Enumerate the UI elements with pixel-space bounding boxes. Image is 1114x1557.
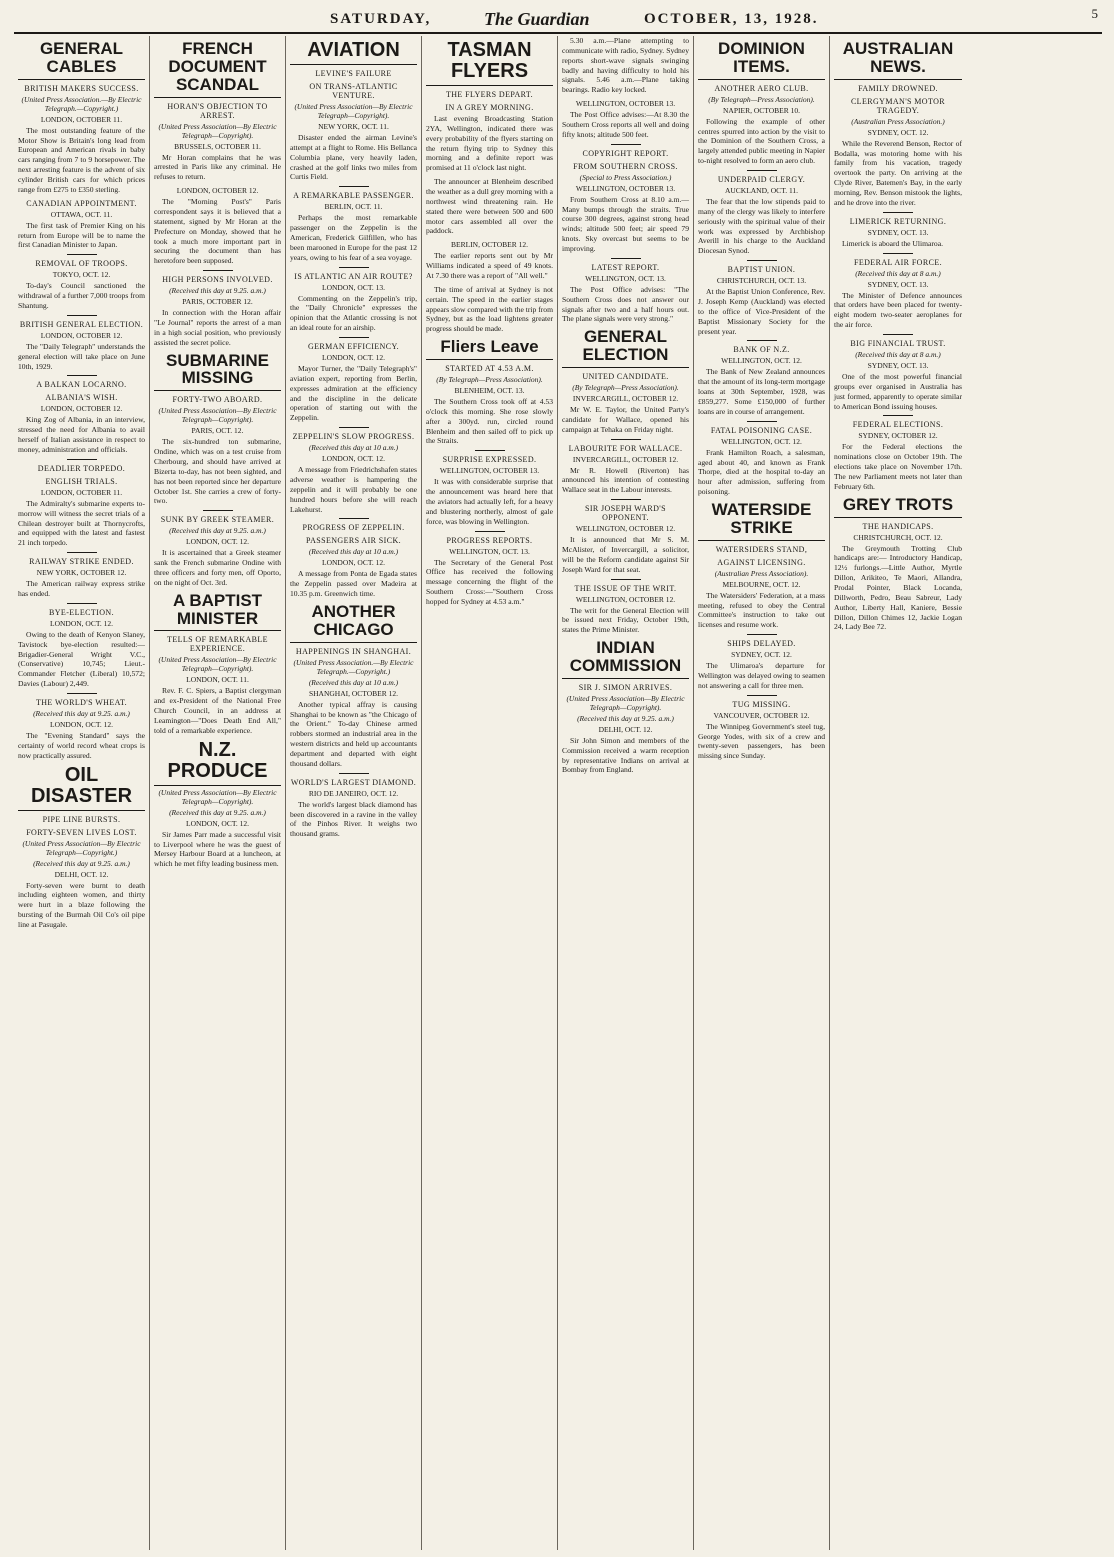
subhead: FORTY-SEVEN LIVES LOST. [26,827,137,837]
article-body: Forty-seven were burnt to death including eighteen women, and thirty were hurt in a blaze following the bursting of the Burmah Oil Co's oil pipe line at Pasugale. [18,880,145,930]
article-body: Perhaps the most remarkable passenger on the Zeppelin is the American, Frederick Gilfillen, who has been marooned in Europe for the past 12 years, owing to his fear of a sea voyage. [290,213,417,262]
subhead: REMOVAL OF TROOPS. [35,259,128,269]
subhead: GERMAN EFFICIENCY. [307,342,400,352]
subhead: ON TRANS-ATLANTIC VENTURE. [309,82,398,100]
article-body: The world's largest black diamond has been discovered in a ravine in the valley of the Pinhos River. It weighs two thousand grams. [290,799,417,839]
subhead: LEVINE'S FAILURE [315,69,392,78]
dateline: OTTAWA, OCT. 11. [50,209,113,219]
credit: (Received this day at 10 a.m.) [308,547,399,557]
dateline: INVERCARGILL, OCTOBER 12. [572,454,679,464]
subhead: TUG MISSING. [732,699,791,709]
headline: GENERAL CABLES [18,40,145,80]
dateline: SYDNEY, OCT. 13. [867,361,929,370]
subhead: LABOURITE FOR WALLACE. [568,443,683,453]
dateline: RIO DE JANEIRO, OCT. 12. [308,788,399,798]
article-body: The "Daily Telegraph" understands the general election will take place on June 10th, 1929. [18,341,145,371]
headline: INDIAN COMMISSION [562,639,689,679]
subhead: FROM SOUTHERN CROSS. [573,161,678,171]
dateline: WELLINGTON, OCT. 13. [449,546,530,556]
subhead: SIR J. SIMON ARRIVES. [578,682,673,692]
credit: (United Press Association.—By Electric Telegraph.—Copyright.) [293,657,414,676]
credit: (Australian Press Association). [714,568,809,578]
column-6 [694,36,830,1550]
divider [339,518,369,519]
divider [611,439,641,440]
dateline: LONDON, OCT. 11. [186,675,249,685]
credit: (Received this day at 10 a.m.) [308,443,399,453]
credit: (United Press Association.—By Electric Telegraph.—Copyright.) [21,94,142,113]
dateline: LONDON, OCT. 12. [50,618,113,628]
dateline: AUCKLAND, OCT. 11. [724,185,799,195]
subhead: THE FLYERS DEPART. [445,90,534,99]
subhead: ALBANIA'S WISH. [45,393,118,403]
article-body: Commenting on the Zeppelin's trip, the "Daily Chronicle" expresses the opinion that the Atlantic crossing is not an ideal route for an airship. [290,293,417,333]
divider [611,144,641,145]
article-body: Mr W. E. Taylor, the United Party's candidate for Wallace, opened his campaign at Tehaka on Friday night. [562,405,689,434]
article-body: It is announced that Mr S. M. McAlister, of Invercargill, a solicitor, will be the Reform candidate against Sir Joseph Ward for that seat. [562,535,689,574]
dateline: PARIS, OCTOBER 12. [182,297,253,307]
headline: WATERSIDE STRIKE [698,501,825,541]
divider [883,212,913,213]
dateline: LONDON, OCT. 12. [322,454,385,464]
subhead: DEADLIER TORPEDO. [37,463,126,473]
headline: DOMINION ITEMS. [698,40,825,80]
dateline: LONDON, OCT. 12. [322,353,385,363]
headline: Fliers Leave [426,338,553,360]
subhead: A BALKAN LOCARNO. [36,380,127,390]
dateline: LONDON, OCT. 13. [322,282,385,292]
subhead: PIPE LINE BURSTS. [42,814,121,824]
article-body: The time of arrival at Sydney is not certain. The speed in the earlier stages appears slow compared with the trip from Sydney, but as the load lightens greater progress should be made. [426,284,553,334]
dateline: WELLINGTON, OCTOBER 13. [575,183,676,193]
article-body: Last evening Broadcasting Station 2YA, Wellington, indicated there was every probability of the flyers starting on the return flying trip to Sydney this morning and a definite report was promised at 11 o'clock last night. [426,114,553,173]
divider [747,695,777,696]
subhead: ZEPPELIN'S SLOW PROGRESS. [292,432,415,442]
article-body: The announcer at Blenheim described the weather as a dull grey morning with a northwest wind threatening rain. He stated there were between 500 and 600 motor cars assembled all over the paddock. [426,177,553,236]
headline: TASMAN FLYERS [426,40,553,86]
divider [67,693,97,694]
article-body: A message from Friedrichshafen states adverse weather is hampering the zeppelin and it will probably be one hundred hours before she will reach Lakehurst. [290,465,417,514]
dateline: SYDNEY, OCTOBER 12. [858,431,938,441]
subhead: LIMERICK RETURNING. [849,216,947,226]
dateline: TOKYO, OCT. 12. [52,270,111,280]
dateline: WELLINGTON, OCT. 12. [721,436,802,446]
credit: (United Press Association—By Electric Telegraph—Copyright). [158,121,277,140]
article-body: Mr Horan complains that he was arrested in Paris like any criminal. He refuses to return. [154,152,281,182]
headline: N.Z. PRODUCE [154,740,281,786]
article-body: The first task of Premier King on his return from Europe will be to name the first Canadian Minister to Japan. [18,220,145,250]
subhead: BRITISH GENERAL ELECTION. [19,319,144,329]
article-body: The Bank of New Zealand announces that the amount of its long-term mortgage loans at 30th September, 1928, was £859,277. Some £150,000 of further loans are in course of arrangement. [698,367,825,416]
dateline: INVERCARGILL, OCTOBER 12. [572,394,679,404]
subhead: SUNK BY GREEK STEAMER. [160,515,275,525]
credit: (Received this day at 9.25. a.m.) [169,526,266,536]
article-body: A message from Ponta de Egada states the Zeppelin passed over Madeira at 10.35 p.m. Greenwich time. [290,569,417,599]
divider [339,186,369,187]
article-body: Frank Hamilton Roach, a salesman, aged about 40, and known as Frank Thorpe, died at the hospital to-day an hour after admission, suffering from poisoning. [698,447,825,497]
dateline: WELLINGTON, OCT. 12. [721,356,802,366]
article-body: The Southern Cross took off at 4.53 o'clock this morning. She rose slowly after a 300yd. run, circled round Blenheim and then sailed off to pick up the Straits. [426,397,553,446]
article-body: To-day's Council sanctioned the withdrawal of a further 7,000 troops from Shantung. [18,281,145,310]
column-4 [422,36,558,1550]
article-body: At the Baptist Union Conference, Rev. J. Joseph Kemp (Auckland) was elected to the office of Vice-President of the Baptist Missionary Society for the present year. [698,287,825,336]
subhead: SHIPS DELAYED. [727,639,796,649]
divider [883,415,913,416]
headline: ANOTHER CHICAGO [290,603,417,643]
masthead-date: OCTOBER, 13, 1928. [644,10,819,27]
subhead: UNITED CANDIDATE. [582,372,669,382]
column-1 [14,36,150,1550]
dateline: SYDNEY, OCT. 12. [731,650,792,660]
masthead-day: SATURDAY, [330,10,432,27]
credit: (United Press Association—By Electric Telegraph—Copyright). [158,406,277,425]
subhead: CANADIAN APPOINTMENT. [26,198,137,208]
divider [339,773,369,774]
subhead: PASSENGERS AIR SICK. [305,536,402,546]
subhead: WATERSIDERS STAND, [715,544,808,554]
article-body: Mr R. Howell (Riverton) has announced his intention of contesting Wallace seat in the Labour interests. [562,465,689,495]
article-body: The "Evening Standard" says the certainty of world record wheat crops is now practically assured. [18,731,145,760]
divider [747,634,777,635]
article-body: Disaster ended the airman Levine's attempt at a flight to Rome. His Bellanca Columbia plane, very heavily laden, crashed at the golf links two miles from Curtis Field. [290,133,417,182]
dateline: PARIS, OCT. 12. [191,426,244,436]
credit: (Received this day at 8 a.m.) [855,268,941,278]
divider [747,340,777,341]
divider [339,267,369,268]
subhead: THE WORLD'S WHEAT. [35,698,128,708]
article-body: Limerick is aboard the Ulimaroa. [842,238,944,248]
subhead: COPYRIGHT REPORT. [582,148,669,158]
divider [67,552,97,553]
masthead-title: The Guardian [484,8,590,29]
headline: GREY TROTS [834,496,962,518]
subhead: RAILWAY STRIKE ENDED. [29,557,134,567]
dateline: LONDON, OCTOBER 11. [40,114,123,124]
dateline: SHANGHAI, OCTOBER 12. [308,688,399,698]
divider [611,499,641,500]
divider [883,334,913,335]
dateline: DELHI, OCT. 12. [598,724,653,734]
divider [747,421,777,422]
article-body: The six-hundred ton submarine, Ondine, which was on a test cruise from Cherbourg, and should have arrived at Bizerta to-day, has not been sighted, and has not been reported since her departure October 1st. She carries a crew of forty-two. [154,437,281,506]
divider [67,315,97,316]
credit: (Special to Press Association.) [579,172,672,182]
dateline: LONDON, OCT. 12. [50,720,113,730]
article-body: The Greymouth Trotting Club handicaps are:— Introductory Handicap, 12½ furlongs.—Little Author, Myrtle Dillon, Arikiteo, Te Maori, Allandra, Prodal Pointer, Black Locanda, Dillworth, Pedro, Beau Sabreur, Lady Author, Liberty Hall, Kaniere, Bessie Dillon, Dillon Chimes 12, Jackie Logan 24, Lady Bee 72. [834,543,962,632]
subhead: IN A GREY MORNING. [445,103,534,112]
divider [747,260,777,261]
dateline: LONDON, OCTOBER 12. [40,404,123,414]
subhead: ENGLISH TRIALS. [45,476,118,486]
masthead [14,6,1102,34]
subhead: FAMILY DROWNED. [858,83,938,93]
dateline: WELLINGTON, OCTOBER 13. [439,466,540,476]
dateline: BRUSSELS, OCTOBER 11. [174,141,261,151]
credit: (Australian Press Association.) [851,116,945,126]
subhead: IS ATLANTIC AN AIR ROUTE? [294,271,413,281]
subhead: CLERGYMAN'S MOTOR TRAGEDY. [850,96,946,115]
subhead: ANOTHER AERO CLUB. [714,83,809,93]
subhead: BANK OF N.Z. [733,345,790,355]
article-body: The Winnipeg Government's steel tug, George Yodes, with six of a crew and twenty-seven passengers, has been missing since Sunday. [698,721,825,761]
credit: (Received this day at 8 a.m.) [855,350,941,359]
credit: (Received this day at 9.25. a.m.) [169,807,266,817]
dateline: WELLINGTON, OCT. 13. [585,273,666,283]
subhead: BIG FINANCIAL TRUST. [850,339,946,348]
dateline: SYDNEY, OCT. 12. [867,127,929,137]
subhead: A REMARKABLE PASSENGER. [293,191,414,201]
subhead: SURPRISE EXPRESSED. [442,455,537,465]
subhead: HORAN'S OBJECTION TO ARREST. [167,101,268,120]
article-body: The Minister of Defence announces that orders have been placed for twenty-eight modern two-seater aeroplanes for the air force. [834,290,962,330]
article-body: Sir John Simon and members of the Commission received a warm reception by representative Indians on arrival at Bombay from England. [562,735,689,775]
subhead: WORLD'S LARGEST DIAMOND. [290,777,417,787]
subhead: SIR JOSEPH WARD'S OPPONENT. [584,504,666,523]
divider [67,375,97,376]
subhead: PROGRESS REPORTS. [446,535,533,545]
article-body: Following the example of other centres spurred into action by the visit to the Dominion of the Southern Cross, a largely attended public meeting in Napier to-night resolved to form an aero club. [698,116,825,166]
subhead: BRITISH MAKERS SUCCESS. [24,83,139,93]
divider [67,603,97,604]
article-body: The "Morning Post's" Paris correspondent says it is believed that a statement, signed by Mr Horan at the Prefecture on Monday, showed that he took a much more important part in securing the document than has heretofore been supposed. [154,197,281,266]
credit: (United Press Association—By Electric Telegraph—Copyright.) [22,838,141,857]
credit: (Received this day at 10 a.m.) [308,677,399,687]
subhead: TELLS OF REMARKABLE EXPERIENCE. [167,635,268,654]
subhead: AGAINST LICENSING. [717,557,806,567]
dateline: LONDON, OCTOBER 11. [40,487,123,497]
subhead: PROGRESS OF ZEPPELIN. [302,523,405,533]
headline: OIL DISASTER [18,765,145,811]
columns [14,36,1102,1550]
article-body: The Ulimaroa's departure for Wellington was delayed owing to seamen not answering a call for three men. [698,661,825,690]
credit: (Received this day at 9.25. a.m.) [577,713,674,723]
divider [67,459,97,460]
subhead: HIGH PERSONS INVOLVED. [162,275,273,285]
article-body: Rev. F. C. Spiers, a Baptist clergyman and ex-President of the National Free Church Council, in an address at Leamington—"Does Death End All," told of a remarkable experience. [154,686,281,735]
headline: FRENCH DOCUMENT SCANDAL [154,40,281,98]
subhead: FATAL POISONING CASE. [710,425,813,435]
credit: (Received this day at 9.25. a.m.) [169,286,266,296]
credit: (United Press Association—By Electric Telegraph—Copyright). [566,693,685,712]
subhead: LATEST REPORT. [591,262,660,272]
subhead: HAPPENINGS IN SHANGHAI. [295,646,412,656]
divider [475,450,505,451]
article-body: The fear that the low stipends paid to many of the clergy was likely to interfere seriously with the spiritual value of their work was expressed by Archbishop Averill in his charge to the Auckland Diocesan Synod. [698,196,825,256]
subhead: STARTED AT 4.53 A.M. [445,364,534,374]
article-body: It was with considerable surprise that the announcement was heard here that the aviators had actually left, for a heavy and blustering northerly, almost of gale force, was blowing in Wellington. [426,477,553,526]
subhead: FORTY-TWO ABOARD. [172,395,263,405]
article-body: The Watersiders' Federation, at a mass meeting, refused to obey the Central Committee's instruction to take out licenses and resume work. [698,590,825,630]
article-body: The American railway express strike has ended. [18,579,145,599]
dateline: SYDNEY, OCT. 13. [867,227,929,237]
credit: (Received this day at 9.25. a.m.) [33,858,130,868]
divider [611,258,641,259]
article-body: From Southern Cross at 8.10 a.m.—Many bumps through the straits. True course 300 degrees, against strong head winds; altitude 500 feet; air speed 79 knots. Sky overcast but seems to be improving. [562,194,689,254]
article-body: Owing to the death of Kenyon Slaney, Tavistock bye-election resulted:— Brigadier-General Wright V.C., (Conservative) 10,745; Lieut.-Commander Fletcher (Liberal) 10,572; Davies (Labour) 2,449. [18,629,145,689]
dateline: CHRISTCHURCH, OCT. 12. [853,532,943,542]
subhead: FEDERAL AIR FORCE. [853,257,943,267]
divider [339,427,369,428]
headline: A BAPTIST MINISTER [154,592,281,632]
article-body: While the Reverend Benson, Rector of Bodalla, was motoring home with his family from his vacation, tragedy overtook the party. On arriving at the Clyde River, Batemen's Bay, in the early morning, Rev. Benson mistook the lights, and he drove into the river. [834,138,962,207]
divider [475,531,505,532]
dateline: LONDON, OCTOBER 12. [40,330,123,340]
dateline: LONDON, OCT. 12. [322,558,385,568]
subhead: THE HANDICAPS. [862,521,934,531]
credit: (Received this day at 9.25. a.m.) [33,709,130,719]
article-body: The Post Office advises: "The Southern Cross does not answer our signals after two and a half hours out. The plane signals were very strong." [562,284,689,324]
dateline: NEW YORK, OCTOBER 12. [36,568,127,578]
dateline: WELLINGTON, OCTOBER 12. [575,524,676,534]
article-body: Sir James Parr made a successful visit to Liverpool where he was the guest of Mersey Harbour Board at a luncheon, at which he met fifty leading business men. [154,829,281,869]
credit: (United Press Association—By Electric Telegraph—Copyright). [294,102,413,120]
divider [611,579,641,580]
dateline: BLENHEIM, OCT. 13. [454,386,525,396]
divider [203,270,233,271]
headline: AVIATION [290,40,417,65]
column-7 [830,36,966,1550]
dateline: CHRISTCHURCH, OCT. 13. [716,276,807,286]
subhead: UNDERPAID CLERGY. [717,174,806,184]
article-body: For the Federal elections the nominations close on October 19th. The elections take place on November 17th. The new Parliament meets not later than February 6th. [834,442,962,491]
divider [883,253,913,254]
article-body: 5.30 a.m.—Plane attempting to communicate with radio, Sydney. Sydney reports short-wave signals swinging badly and having difficulty to hold his signals. 5.46 a.m.—Plane taking bearings. Radio key locked. [562,36,689,95]
dateline: DELHI, OCT. 12. [54,869,109,879]
article-body: One of the most powerful financial groups ever organised in Australia has just formed, apparently to operate similar to American Bond issuing houses. [834,372,962,411]
dateline: BERLIN, OCTOBER 12. [451,240,528,250]
headline: GENERAL ELECTION [562,328,689,368]
subhead: BAPTIST UNION. [727,265,796,275]
divider [747,170,777,171]
divider [203,510,233,511]
column-5 [558,36,694,1550]
subhead: BYE-ELECTION. [49,607,114,617]
subhead: FEDERAL ELECTIONS. [852,420,944,430]
credit: (United Press Association—By Electric Telegraph—Copyright). [158,787,277,806]
article-body: King Zog of Albania, in an interview, stressed the need for Albania to avail herself of Italian assistance in respect to money, administration and officials. [18,415,145,455]
credit: (United Press Association—By Electric Telegraph—Copyright). [158,655,277,674]
dateline: BERLIN, OCT. 11. [324,202,383,212]
dateline: LONDON, OCTOBER 12. [176,186,259,196]
article-body: Mayor Turner, the "Daily Telegraph's" aviation expert, reporting from Berlin, expresses admiration at the efficiency and the discipline in the delicate operation of starting out with the Zeppelin. [290,364,417,423]
dateline: NEW YORK, OCT. 11. [318,122,389,131]
dateline: NAPIER, OCTOBER 10. [723,105,800,115]
article-body: In connection with the Horan affair "Le Journal" reports the arrest of a man in a high social position, who previously assisted the secret police. [154,308,281,347]
article-body: The Secretary of the General Post Office has received the following message concerning the flight of the Southern Cross:—"Southern Cross hopped for Sydney at 4.53 a.m." [426,557,553,607]
article-body: It is ascertained that a Greek steamer sank the French submarine Ondine with three officers and forty men, off Oporto, on the night of Oct. 3rd. [154,548,281,587]
subhead: THE ISSUE OF THE WRIT. [574,583,677,593]
article-body: The earlier reports sent out by Mr Williams indicated a speed of 49 knots. At 7.30 there was a report of "All well." [426,251,553,281]
dateline: LONDON, OCT. 12. [186,537,249,547]
dateline: VANCOUVER, OCTOBER 12. [713,710,810,720]
divider [67,254,97,255]
divider [339,337,369,338]
article-body: The writ for the General Election will be issued next Friday, October 19th, states the Prime Minister. [562,605,689,635]
article-body: The Post Office advises:—At 8.30 the Southern Cross reports all well and doing fifty knots; altitude 500 feet. [562,110,689,139]
credit: (By Telegraph—Press Association). [572,383,679,393]
article-body: The Admiralty's submarine experts to-morrow will witness the secret trials of a Chilean destroyer built at Thornycrofts, and equipped with the latest and fastest 21 inch torpedo. [18,498,145,548]
dateline: MELBOURNE, OCT. 12. [722,579,801,589]
column-3 [286,36,422,1550]
dateline: WELLINGTON, OCTOBER 12. [575,594,676,604]
dateline: SYDNEY, OCT. 13. [867,279,929,289]
dateline: LONDON, OCT. 12. [186,818,249,828]
article-body: The most outstanding feature of the Motor Show is Britain's long lead from European and American rivals in baby cars ranging from 7 to 9 horsepower. The next arresting feature is the advent of six cylinder British cars for which prices range from £275 to £350 sterling. [18,125,145,194]
headline: SUBMARINE MISSING [154,352,281,392]
article-body: Another typical affray is causing Shanghai to be known as "the Chicago of the Orient." To-day Chinese armed robbers stormed an industrial area in the western districts and held up accountants department and departed with eight thousand dollars. [290,699,417,768]
credit: (By Telegraph—Press Association). [436,375,543,385]
headline: AUSTRALIAN NEWS. [834,40,962,80]
column-2 [150,36,286,1550]
dateline: WELLINGTON, OCTOBER 13. [575,99,676,109]
page-number: 5 [1091,6,1100,21]
credit: (By Telegraph—Press Association). [708,94,815,104]
